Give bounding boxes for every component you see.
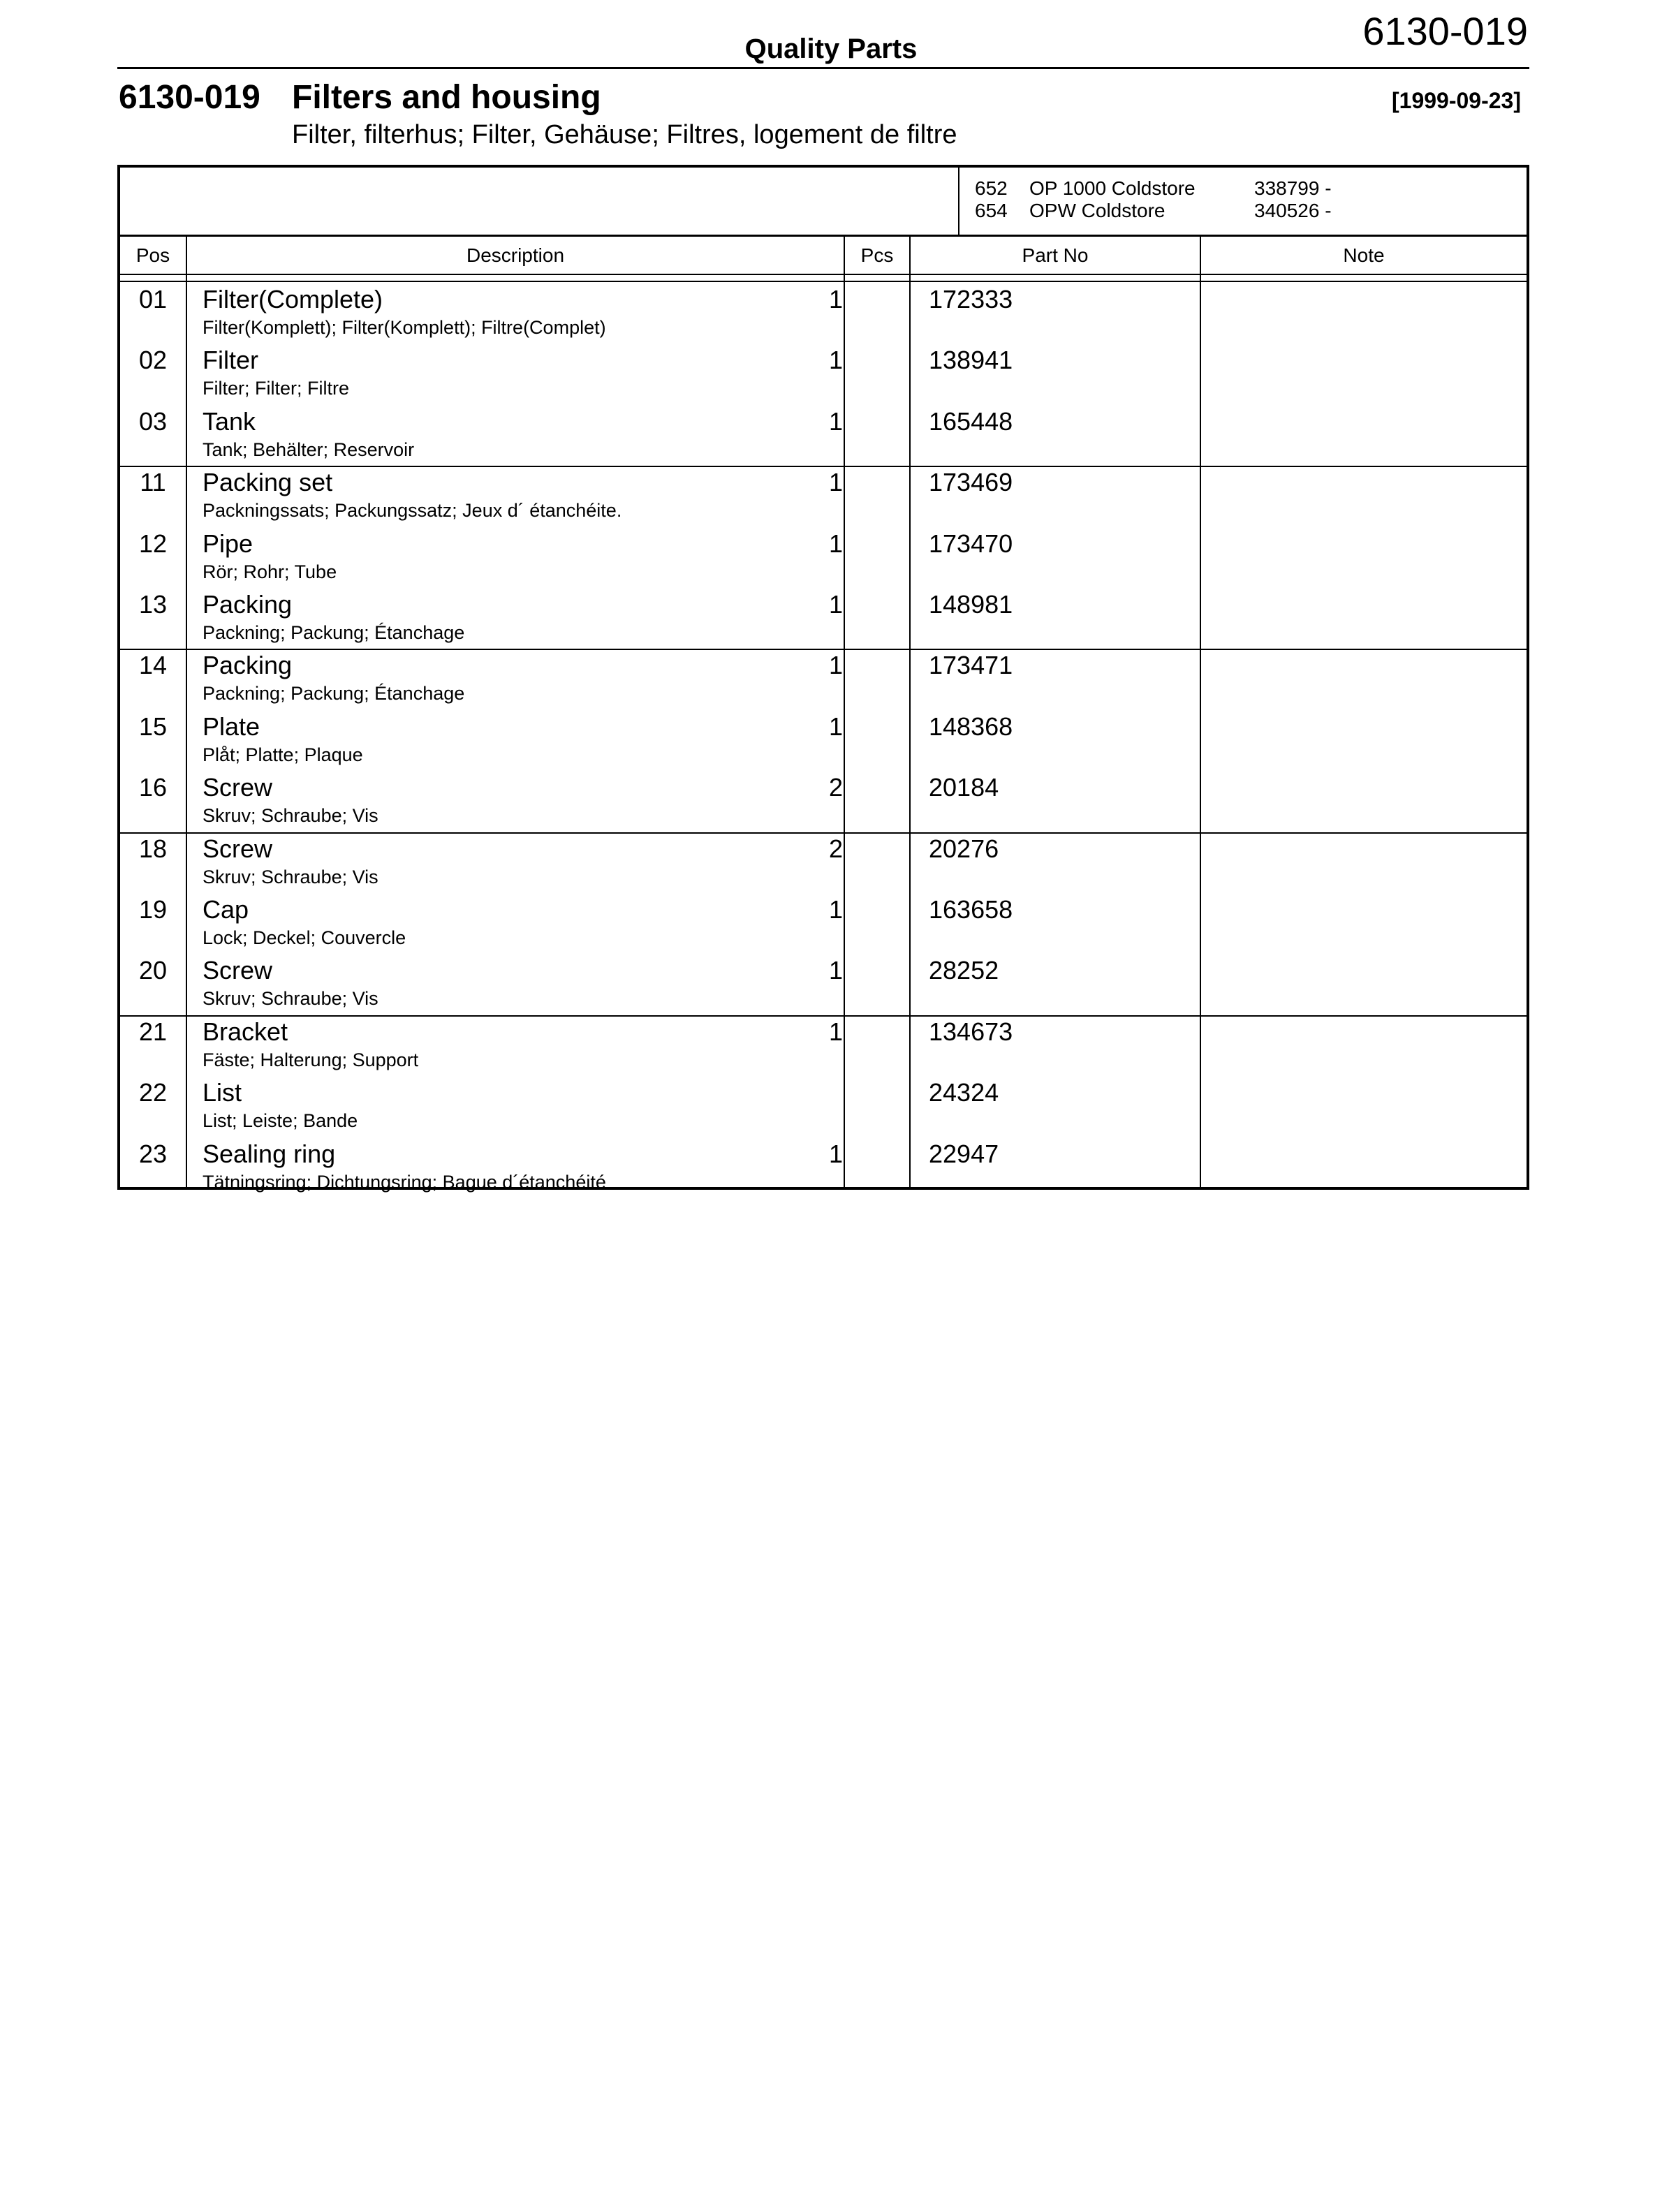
table-row — [120, 528, 1527, 589]
table-row — [120, 833, 1527, 894]
part-pos: 16 — [138, 773, 168, 802]
part-translations: Packning; Packung; Étanchage — [203, 683, 465, 705]
part-pcs: 1 — [828, 468, 844, 497]
part-pcs: 1 — [828, 590, 844, 619]
part-translations: Lock; Deckel; Couvercle — [203, 927, 406, 948]
column-header-note: Note — [1343, 244, 1385, 266]
model-serial: 338799 - — [1254, 177, 1332, 199]
part-pcs: 1 — [828, 406, 844, 436]
part-number: 165448 — [929, 406, 1013, 436]
part-number: 20276 — [929, 834, 999, 863]
part-name: Plate — [203, 711, 260, 741]
part-translations: Plåt; Platte; Plaque — [203, 744, 363, 765]
part-pcs: 1 — [828, 956, 844, 985]
table-row — [120, 406, 1527, 466]
part-pos: 01 — [138, 285, 168, 314]
part-number: 24324 — [929, 1078, 999, 1107]
table-row — [120, 1077, 1527, 1137]
part-translations: Filter(Komplett); Filter(Komplett); Filtre(Complet) — [203, 317, 606, 338]
part-number: 20184 — [929, 773, 999, 802]
table-row — [120, 954, 1527, 1015]
part-name: Cap — [203, 895, 249, 924]
table-row — [120, 894, 1527, 954]
header-title: Quality Parts — [744, 34, 918, 64]
part-number: 134673 — [929, 1017, 1013, 1046]
table-row — [120, 649, 1527, 710]
part-pcs: 1 — [828, 895, 844, 924]
part-translations: Filter; Filter; Filtre — [203, 378, 350, 399]
model-name: OP 1000 Coldstore — [1029, 177, 1196, 199]
section-code: 6130-019 — [119, 79, 260, 116]
part-pos: 21 — [138, 1017, 168, 1046]
part-pos: 18 — [138, 834, 168, 863]
header-divider — [117, 67, 1529, 69]
part-pos: 22 — [138, 1078, 168, 1107]
part-translations: Tätningsring; Dichtungsring; Bague d´étanchéité — [203, 1171, 606, 1193]
part-translations: Packningssats; Packungssatz; Jeux d´ étanchéite. — [203, 500, 622, 522]
part-number: 173469 — [929, 468, 1013, 497]
models-divider — [120, 235, 1527, 237]
table-row — [120, 466, 1527, 527]
part-translations: Skruv; Schraube; Vis — [203, 988, 378, 1010]
table-row — [120, 589, 1527, 649]
part-pos: 23 — [138, 1139, 168, 1168]
part-pcs: 1 — [828, 1139, 844, 1168]
part-name: Screw — [203, 834, 273, 863]
part-pos: 12 — [138, 529, 168, 558]
table-row — [120, 283, 1527, 344]
part-name: Packing — [203, 590, 293, 619]
part-name: Filter — [203, 346, 258, 375]
model-applicability — [958, 168, 1531, 235]
part-pcs: 1 — [828, 711, 844, 741]
header-rule — [120, 274, 1527, 275]
part-number: 148981 — [929, 590, 1013, 619]
part-name: Bracket — [203, 1017, 288, 1046]
column-header-part-no: Part No — [1022, 244, 1089, 266]
column-header-description: Description — [466, 244, 565, 266]
part-pos: 03 — [138, 406, 168, 436]
table-row — [120, 772, 1527, 832]
model-serial: 340526 - — [1254, 200, 1332, 221]
part-translations: Packning; Packung; Étanchage — [203, 622, 465, 643]
section-subtitle: Filter, filterhus; Filter, Gehäuse; Filtres, logement de filtre — [292, 120, 957, 149]
table-row — [120, 1016, 1527, 1077]
part-translations: List; Leiste; Bande — [203, 1110, 358, 1132]
table-row — [120, 711, 1527, 772]
section-date: [1999-09-23] — [1392, 88, 1521, 113]
column-header-pcs: Pcs — [860, 244, 894, 266]
part-pcs: 1 — [828, 529, 844, 558]
part-pos: 19 — [138, 895, 168, 924]
part-translations: Tank; Behälter; Reservoir — [203, 438, 415, 460]
part-name: List — [203, 1078, 242, 1107]
column-header-pos: Pos — [135, 244, 170, 266]
part-name: Packing set — [203, 468, 333, 497]
page-number: 6130-019 — [1362, 9, 1528, 53]
part-name: Pipe — [203, 529, 253, 558]
part-number: 28252 — [929, 956, 999, 985]
part-number: 172333 — [929, 285, 1013, 314]
part-pos: 20 — [138, 956, 168, 985]
section-title: Filters and housing — [292, 79, 601, 116]
part-pcs: 1 — [828, 651, 844, 680]
part-translations: Rör; Rohr; Tube — [203, 561, 337, 582]
part-number: 148368 — [929, 711, 1013, 741]
model-code: 652 — [975, 177, 1008, 199]
part-name: Sealing ring — [203, 1139, 336, 1168]
part-translations: Fäste; Halterung; Support — [203, 1049, 419, 1070]
parts-table — [117, 165, 1529, 1193]
model-name: OPW Coldstore — [1029, 200, 1165, 221]
table-row — [120, 1138, 1527, 1199]
part-pcs: 2 — [828, 773, 844, 802]
table-row — [120, 344, 1527, 405]
part-name: Packing — [203, 651, 293, 680]
part-pos: 13 — [138, 590, 168, 619]
model-row — [959, 177, 1531, 200]
part-pos: 14 — [138, 651, 168, 680]
part-number: 163658 — [929, 895, 1013, 924]
part-name: Screw — [203, 773, 273, 802]
part-pcs: 2 — [828, 834, 844, 863]
model-row — [959, 200, 1531, 222]
part-name: Filter(Complete) — [203, 285, 383, 314]
part-number: 22947 — [929, 1139, 999, 1168]
part-pos: 15 — [138, 711, 168, 741]
part-translations: Skruv; Schraube; Vis — [203, 866, 378, 887]
part-pcs: 1 — [828, 346, 844, 375]
part-number: 173470 — [929, 529, 1013, 558]
part-name: Screw — [203, 956, 273, 985]
part-pos: 11 — [140, 468, 166, 497]
model-code: 654 — [975, 200, 1008, 221]
part-number: 173471 — [929, 651, 1013, 680]
header-rule — [120, 281, 1527, 282]
part-pcs: 1 — [828, 285, 844, 314]
part-pcs: 1 — [828, 1017, 844, 1046]
part-translations: Skruv; Schraube; Vis — [203, 805, 378, 827]
part-pos: 02 — [138, 346, 168, 375]
part-name: Tank — [203, 406, 256, 436]
part-number: 138941 — [929, 346, 1013, 375]
